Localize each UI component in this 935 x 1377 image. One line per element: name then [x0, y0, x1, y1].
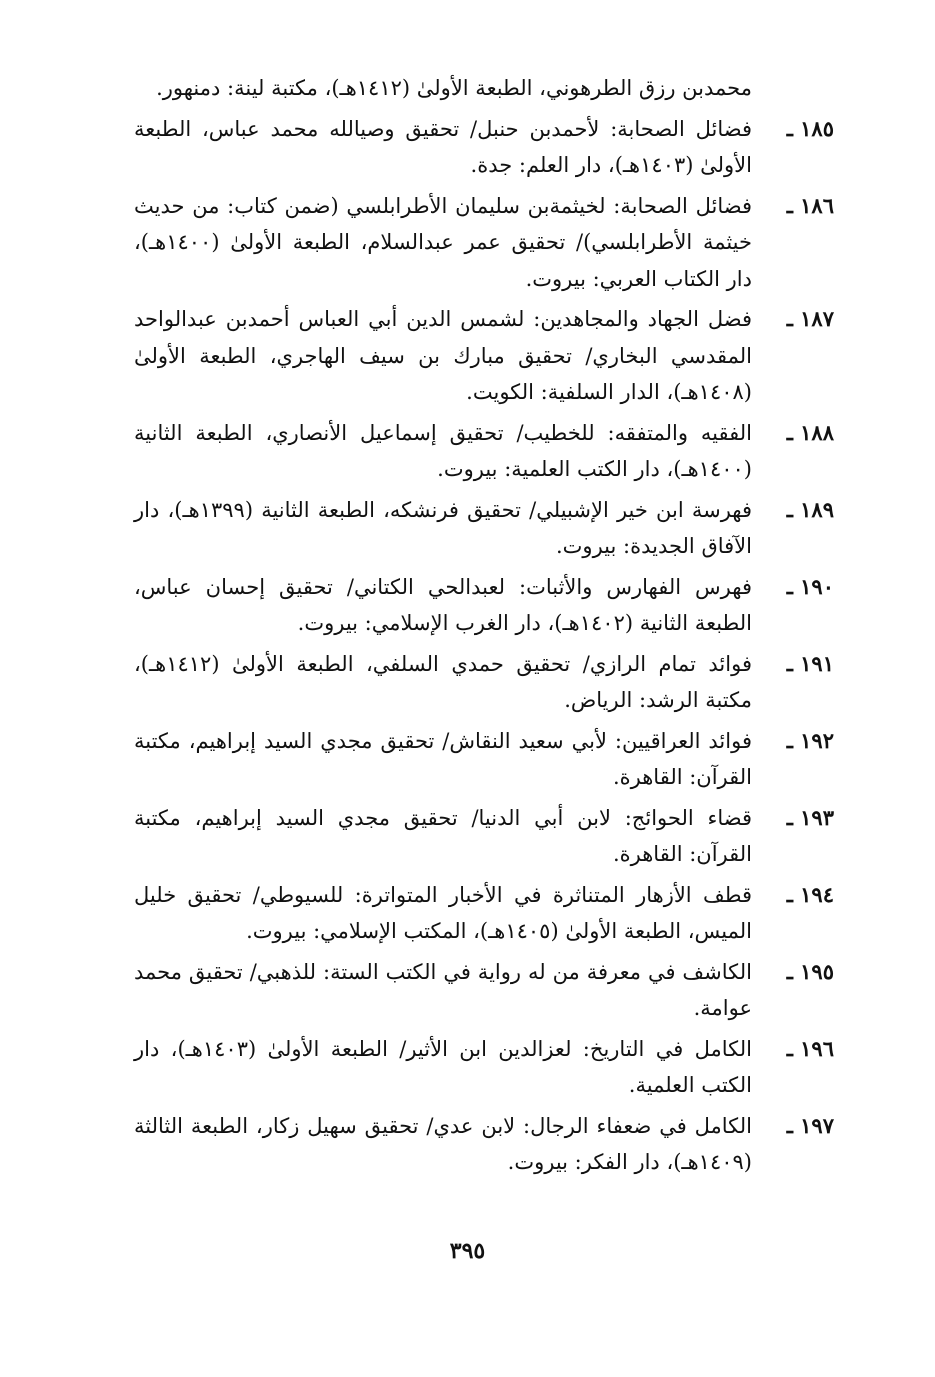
entry-text: الكاشف في معرفة من له رواية في الكتب الستة: للذهبي/ تحقيق محمد عوامة.: [134, 959, 752, 1020]
bibliography-entry: [134, 877, 834, 950]
entry-number: ١٨٨ ـ: [786, 419, 834, 445]
entry-text: الكامل في التاريخ: لعزالدين ابن الأثير/ الطبعة الأولىٰ (١٤٠٣هـ)، دار الكتب العلمية.: [134, 1036, 752, 1097]
entry-number: ١٩٥ ـ: [786, 958, 834, 984]
entry-text: فهرس الفهارس والأثبات: لعبدالحي الكتاني/ تحقيق إحسان عباس، الطبعة الثانية (١٤٠٢هـ)، دار الغرب الإسلامي: بيروت.: [134, 574, 752, 635]
entry-number: ١٩١ ـ: [786, 650, 834, 676]
entry-text: فضل الجهاد والمجاهدين: لشمس الدين أبي العباس أحمدبن عبدالواحد المقدسي البخاري/ تحقيق مبارك بن سيف الهاجري، الطبعة الأولىٰ (١٤٠٨هـ)، الدار السلفية: الكويت.: [134, 307, 752, 404]
bibliography-entry: [134, 111, 834, 184]
bibliography-entry: [134, 188, 834, 298]
bibliography-entry: [134, 1108, 834, 1181]
entry-number: ١٩٧ ـ: [786, 1112, 834, 1138]
entry-number: ١٨٩ ـ: [786, 496, 834, 522]
entries-container: [134, 111, 834, 1181]
entry-number: ١٩٠ ـ: [786, 573, 834, 599]
entry-number: ١٨٥ ـ: [786, 115, 834, 141]
bibliography-entry: [134, 492, 834, 565]
bibliography-entry: [134, 800, 834, 873]
bibliography-entry: [134, 646, 834, 719]
continuation-text: محمدبن رزق الطرهوني، الطبعة الأولىٰ (١٤١٢هـ)، مكتبة لينة: دمنهور.: [156, 76, 752, 100]
entry-number: ١٨٧ ـ: [786, 306, 834, 331]
entry-number: ١٩٣ ـ: [786, 804, 834, 830]
entry-text: فضائل الصحابة: لأحمدبن حنبل/ تحقيق وصيالله محمد عباس، الطبعة الأولىٰ (١٤٠٣هـ)، دار العلم: جدة.: [134, 116, 752, 177]
entry-text: قضاء الحوائج: لابن أبي الدنيا/ تحقيق مجدي السيد إبراهيم، مكتبة القرآن: القاهرة.: [134, 805, 752, 866]
entry-number: ١٩٤ ـ: [786, 881, 834, 907]
bibliography-entry: [134, 301, 834, 411]
entry-text: فوائد تمام الرازي/ تحقيق حمدي السلفي، الطبعة الأولىٰ (١٤١٢هـ)، مكتبة الرشد: الرياض.: [134, 651, 752, 712]
entry-number: ١٨٦ ـ: [786, 192, 834, 218]
entry-text: الفقيه والمتفقه: للخطيب/ تحقيق إسماعيل الأنصاري، الطبعة الثانية (١٤٠٠هـ)، دار الكتب العلمية: بيروت.: [134, 420, 752, 481]
entry-text: فوائد العراقيين: لأبي سعيد النقاش/ تحقيق مجدي السيد إبراهيم، مكتبة القرآن: القاهرة.: [134, 728, 752, 789]
bibliography-entry: [134, 954, 834, 1027]
entry-text: فضائل الصحابة: لخيثمةبن سليمان الأطرابلسي (ضمن كتاب: من حديث خيثمة الأطرابلسي)/ تحقيق عمر عبدالسلام، الطبعة الأولىٰ (١٤٠٠هـ)، دار الكتاب العربي: بيروت.: [134, 193, 752, 291]
entry-text: الكامل في ضعفاء الرجال: لابن عدي/ تحقيق سهيل زكار، الطبعة الثالثة (١٤٠٩هـ)، دار الفكر: بيروت.: [134, 1113, 752, 1174]
entry-number: ١٩٦ ـ: [786, 1035, 834, 1061]
entry-number: ١٩٢ ـ: [786, 727, 834, 753]
entry-text: قطف الأزهار المتناثرة في الأخبار المتواترة: للسيوطي/ تحقيق خليل الميس، الطبعة الأولىٰ (١٤٠٥هـ)، المكتب الإسلامي: بيروت.: [134, 882, 752, 943]
bibliography-entry: [134, 569, 834, 642]
bibliography-entry: [134, 1031, 834, 1104]
entry-text: فهرسة ابن خير الإشبيلي/ تحقيق فرنشكه، الطبعة الثانية (١٣٩٩هـ)، دار الآفاق الجديدة: بيروت.: [134, 497, 753, 558]
bibliography-entry: [134, 415, 834, 488]
bibliography-entry: [134, 723, 834, 796]
page-number: ٣٩٥: [449, 1238, 486, 1264]
bibliography-list: [134, 70, 834, 1185]
